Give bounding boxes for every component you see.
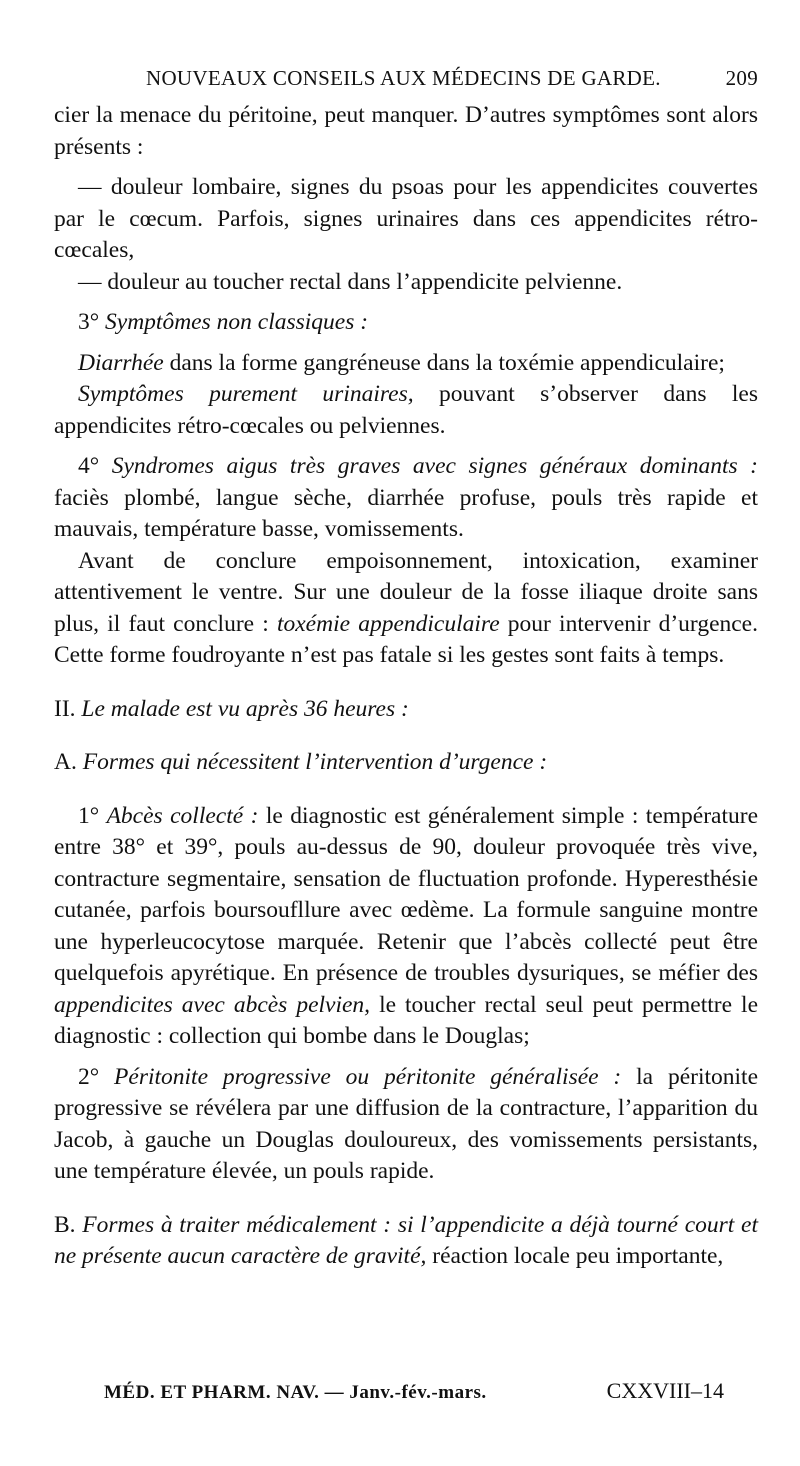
section-heading: A. Formes qui nécessitent l’intervention d’urgence :	[54, 749, 548, 775]
paragraph: 2° Péritonite progressive ou péritonite généralisée : la péritonite progressive se révélera par une diffusion de la contracture, l’apparition du Jacob, à gauche un Douglas douloureux, des vomissements persistants, une température élevée, un pouls rapide.	[54, 1063, 759, 1184]
running-title: NOUVEAUX CONSEILS AUX MÉDECINS DE GARDE.	[146, 66, 661, 90]
paragraph: — douleur lombaire, signes du psoas pour les appendicites couvertes par le cœcum. Parfois, signes urinaires dans ces appendicites rétro-cœcales,	[54, 174, 758, 263]
paragraph: cier la menace du péritoine, peut manquer. D’autres symptômes sont alors présents :	[54, 102, 758, 160]
journal-signature: MÉD. ET PHARM. NAV. — Janv.-fév.-mars.	[104, 1382, 487, 1403]
paragraph: — douleur au toucher rectal dans l’appendicite pelvienne.	[78, 268, 623, 295]
page-number: 209	[725, 66, 758, 90]
paragraph: 4° Syndromes aigus très graves avec signes généraux dominants : faciès plombé, langue sèche, diarrhée profuse, pouls très rapide et mauvais, température basse, vomissements.	[54, 453, 758, 542]
running-header	[54, 66, 758, 100]
volume-signature: CXXVIII–14	[606, 1378, 724, 1403]
paragraph: B. Formes à traiter médicalement : si l’appendicite a déjà tourné court et ne présente aucun caractère de gravité, réaction locale peu importante,	[54, 1211, 759, 1269]
page-footer	[104, 1378, 724, 1410]
section-heading: II. Le malade est vu après 36 heures :	[54, 695, 409, 722]
section-heading: 3° Symptômes non classiques :	[78, 309, 369, 335]
paragraph: Avant de conclure empoisonnement, intoxication, examiner attentivement le ventre. Sur une douleur de la fosse iliaque droite sans plus, il faut conclure : toxémie appendiculaire pour intervenir d’urgence. Cette forme foudroyante n’est pas fatale si les gestes sont faits à temps.	[54, 547, 758, 668]
paragraph: 1° Abcès collecté : le diagnostic est généralement simple : température entre 38° et 39°, pouls au-dessus de 90, douleur provoquée très vive, contracture segmentaire, sensation de fluctuation profonde. Hyperesthésie cutanée, parfois boursoufllure avec œdème. La formule sanguine montre une hyperleucocytose marquée. Retenir que l’abcès collecté peut être quelquefois apyrétique. En présence de troubles dysuriques, se méfier des appendicites avec abcès pelvien, le toucher rectal seul peut permettre le diagnostic : collection qui bombe dans le Douglas;	[54, 802, 758, 1049]
paragraph: Symptômes purement urinaires, pouvant s’observer dans les appendicites rétro-cœcales ou pelviennes.	[54, 381, 758, 439]
page	[54, 66, 758, 1273]
paragraph: Diarrhée dans la forme gangréneuse dans la toxémie appendiculaire;	[78, 349, 725, 376]
